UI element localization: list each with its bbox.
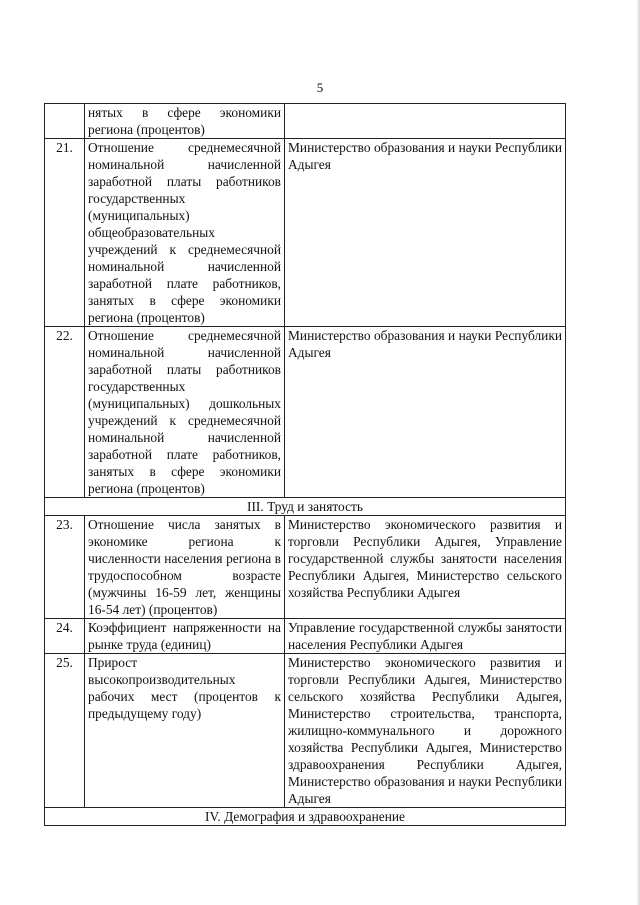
section-header-row [45,808,566,826]
table-row [45,654,566,808]
page-edge-shadow [636,0,640,905]
indicator-cell: Отношение среднемесячной номинальной начисленной заработной платы работников государственных (муниципальных) общеобразовательных учреждений к среднемесячной номинальной начисленной заработной плате работников, занятых в сфере экономики региона (процентов) [85,139,285,327]
indicator-cell: Коэффициент напряженности на рынке труда (единиц) [85,619,285,654]
page-number: 5 [316,80,324,95]
responsible-cell: Министерство экономического развития и торговли Республики Адыгея, Министерство сельского хозяйства Республики Адыгея, Министерство строительства, транспорта, жилищно-коммунального и дорожного хозяйства Республики Адыгея, Министерство здравоохранения Республики Адыгея, Министерство образования и науки Республики Адыгея [285,654,566,808]
section-header-row [45,498,566,516]
responsible-cell [285,104,566,139]
table-row [45,619,566,654]
indicator-cell: нятых в сфере экономики региона (процентов) [85,104,285,139]
table-row [45,104,566,139]
indicators-table [44,103,566,826]
section-title: IV. Демография и здравоохранение [45,808,566,826]
table-row [45,139,566,327]
row-number: 25. [45,654,85,808]
row-number: 24. [45,619,85,654]
row-number: 23. [45,516,85,619]
table-row [45,516,566,619]
indicator-cell: Отношение среднемесячной номинальной начисленной заработной платы работников государственных (муниципальных) дошкольных учреждений к среднемесячной номинальной начисленной заработной плате работников, занятых в сфере экономики региона (процентов) [85,327,285,498]
indicator-cell: Отношение числа занятых в экономике региона к численности населения региона в трудоспособном возрасте (мужчины 16-59 лет, женщины 16-54 лет) (процентов) [85,516,285,619]
row-number: 22. [45,327,85,498]
row-number [45,104,85,139]
responsible-cell: Управление государственной службы занятости населения Республики Адыгея [285,619,566,654]
responsible-cell: Министерство экономического развития и торговли Республики Адыгея, Управление государственной службы занятости населения Республики Адыгея, Министерство сельского хозяйства Республики Адыгея [285,516,566,619]
table-row [45,327,566,498]
responsible-cell: Министерство образования и науки Республики Адыгея [285,327,566,498]
responsible-cell: Министерство образования и науки Республики Адыгея [285,139,566,327]
row-number: 21. [45,139,85,327]
section-title: III. Труд и занятость [45,498,566,516]
indicator-cell: Прирост высокопроизводительных рабочих мест (процентов к предыдущему году) [85,654,285,808]
